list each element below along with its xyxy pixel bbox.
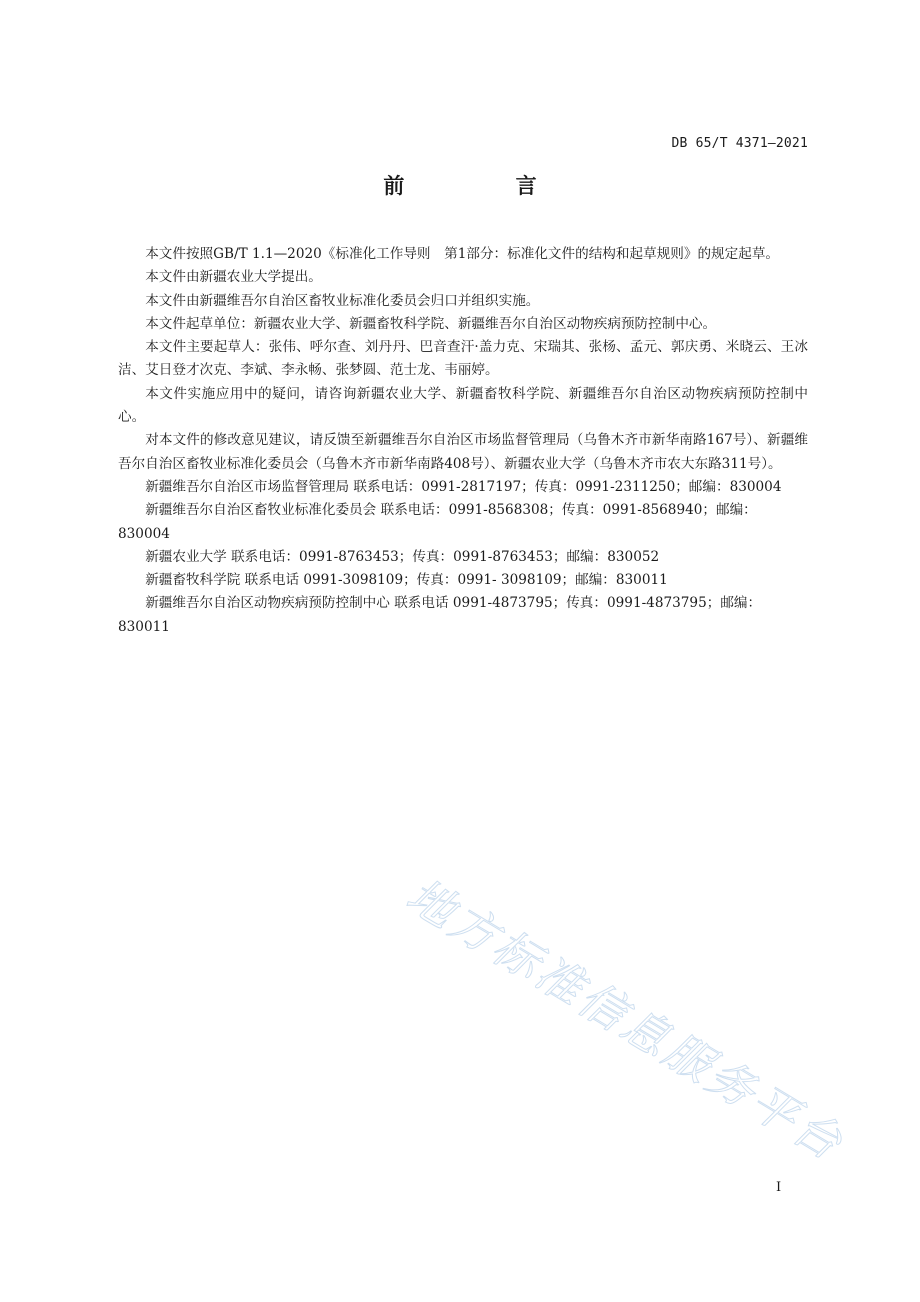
contact-line: 新疆维吾尔自治区动物疾病预防控制中心 联系电话 0991-4873795；传真：0991-4873795；邮编：830011	[118, 595, 762, 635]
page-number: I	[776, 1180, 782, 1195]
contact-line: 新疆维吾尔自治区市场监督管理局 联系电话：0991-2817197；传真：0991-2311250；邮编：830004	[145, 478, 782, 495]
contact-line: 新疆畜牧科学院 联系电话 0991-3098109；传真：0991- 3098109；邮编：830011	[145, 572, 668, 589]
contact-line: 新疆农业大学 联系电话：0991-8763453；传真：0991-8763453；邮编：830052	[145, 548, 660, 565]
contact-line: 新疆维吾尔自治区畜牧业标准化委员会 联系电话：0991-8568308；传真：0991-8568940；邮编：830004	[118, 502, 757, 542]
watermark: 地方标准信息服务平台	[397, 867, 854, 1172]
paragraph-feedback: 对本文件的修改意见建议，请反馈至新疆维吾尔自治区市场监督管理局（乌鲁木齐市新华南路167号）、新疆维吾尔自治区畜牧业标准化委员会（乌鲁木齐市新华南路408号）、新疆农业大学（乌鲁木齐市农大东路311号）。	[118, 432, 808, 472]
paragraph-proposer: 本文件由新疆农业大学提出。	[145, 269, 322, 286]
paragraph-drafting-rules: 本文件按照GB/T 1.1—2020《标准化工作导则 第1部分：标准化文件的结构和起草规则》的规定起草。	[145, 246, 780, 262]
foreword-body	[118, 243, 808, 639]
paragraph-administration: 本文件由新疆维吾尔自治区畜牧业标准化委员会归口并组织实施。	[145, 292, 540, 309]
paragraph-inquiries: 本文件实施应用中的疑问，请咨询新疆农业大学、新疆畜牧科学院、新疆维吾尔自治区动物疾病预防控制中心。	[118, 385, 808, 426]
document-code: DB 65/T 4371—2021	[671, 136, 808, 151]
paragraph-drafting-units: 本文件起草单位：新疆农业大学、新疆畜牧科学院、新疆维吾尔自治区动物疾病预防控制中心。	[145, 315, 717, 332]
paragraph-drafters: 本文件主要起草人：张伟、呼尔查、刘丹丹、巴音查汗·盖力克、宋瑞其、张杨、孟元、郭庆勇、米晓云、王冰洁、艾日登才次克、李斌、李永畅、张梦圆、范士龙、韦丽婷。	[118, 339, 808, 379]
section-title: 前 言	[383, 174, 589, 198]
